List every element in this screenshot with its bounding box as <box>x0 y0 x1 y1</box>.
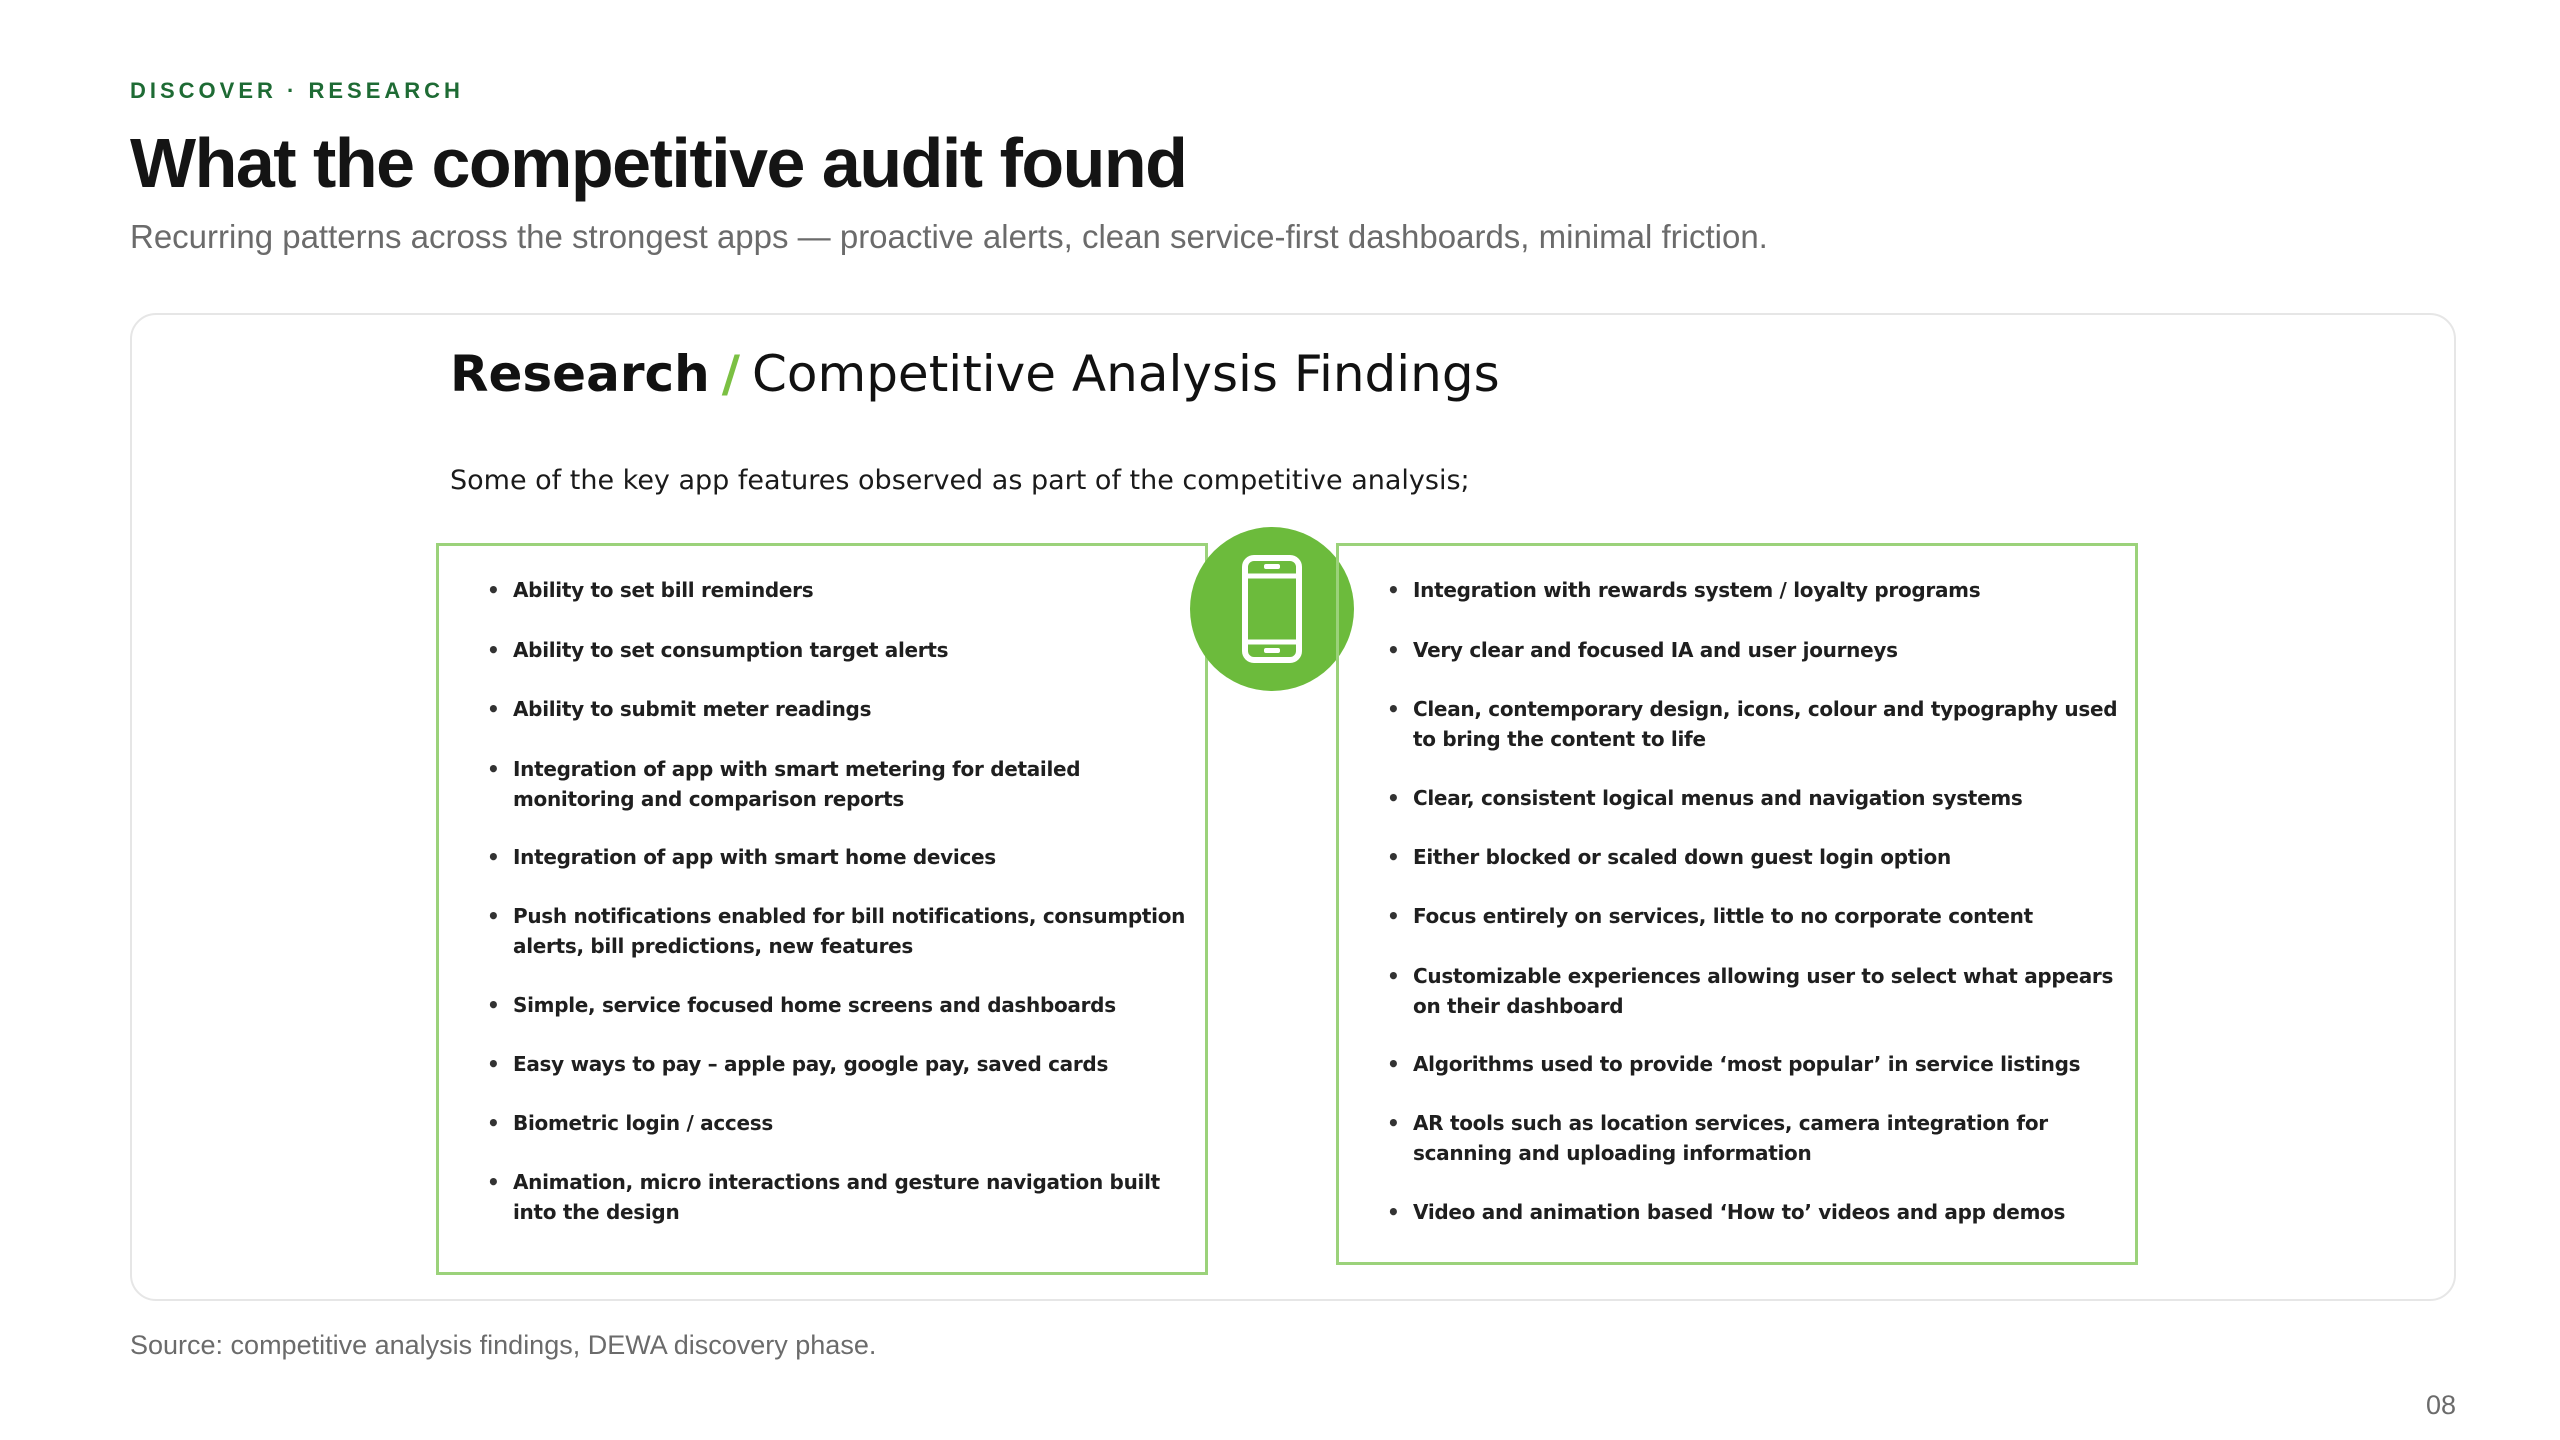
slide-title-slash: / <box>721 345 740 403</box>
list-item: • Simple, service focused home screens and dashboards <box>487 990 1203 1020</box>
slide-title-strong: Research <box>450 345 710 403</box>
phone-badge <box>1190 527 1354 691</box>
right-findings-panel <box>1336 543 2138 1265</box>
left-findings-panel <box>436 543 1208 1275</box>
list-item: • Customizable experiences allowing user to select what appears on their dashboard <box>1387 961 2133 1021</box>
list-item: • Easy ways to pay – apple pay, google pay, saved cards <box>487 1049 1203 1079</box>
list-item: • AR tools such as location services, camera integration for scanning and uploading information <box>1387 1108 2133 1168</box>
list-item: • Clear, consistent logical menus and navigation systems <box>1387 783 2133 813</box>
list-item: • Very clear and focused IA and user journeys <box>1387 635 2133 665</box>
list-item: • Integration with rewards system / loyalty programs <box>1387 575 2133 605</box>
list-item: • Video and animation based ‘How to’ videos and app demos <box>1387 1197 2133 1227</box>
list-item: • Integration of app with smart metering for detailed monitoring and comparison reports <box>487 754 1203 814</box>
page-title: What the competitive audit found <box>130 124 1187 202</box>
page-subtitle: Recurring patterns across the strongest apps — proactive alerts, clean service-first dashboards, minimal friction. <box>130 218 1768 255</box>
findings-card <box>130 313 2456 1301</box>
slide-title-rest: Competitive Analysis Findings <box>751 345 1500 403</box>
list-item: • Animation, micro interactions and gesture navigation built into the design <box>487 1167 1203 1227</box>
list-item: • Push notifications enabled for bill notifications, consumption alerts, bill predictions, new features <box>487 901 1203 961</box>
list-item: • Biometric login / access <box>487 1108 1203 1138</box>
slide-intro: Some of the key app features observed as part of the competitive analysis; <box>450 465 1470 496</box>
list-item: • Ability to submit meter readings <box>487 694 1203 724</box>
slide-title <box>450 345 1500 403</box>
list-item: • Integration of app with smart home devices <box>487 842 1203 872</box>
list-item: • Ability to set consumption target alerts <box>487 635 1203 665</box>
source-note: Source: competitive analysis findings, DEWA discovery phase. <box>130 1330 877 1360</box>
list-item: • Ability to set bill reminders <box>487 575 1203 605</box>
page-number: 08 <box>2425 1390 2456 1420</box>
eyebrow: DISCOVER · RESEARCH <box>130 78 464 103</box>
smartphone-icon <box>1190 527 1354 691</box>
list-item: • Focus entirely on services, little to no corporate content <box>1387 901 2133 931</box>
list-item: • Clean, contemporary design, icons, colour and typography used to bring the content to life <box>1387 694 2133 754</box>
list-item: • Either blocked or scaled down guest login option <box>1387 842 2133 872</box>
list-item: • Algorithms used to provide ‘most popular’ in service listings <box>1387 1049 2133 1079</box>
